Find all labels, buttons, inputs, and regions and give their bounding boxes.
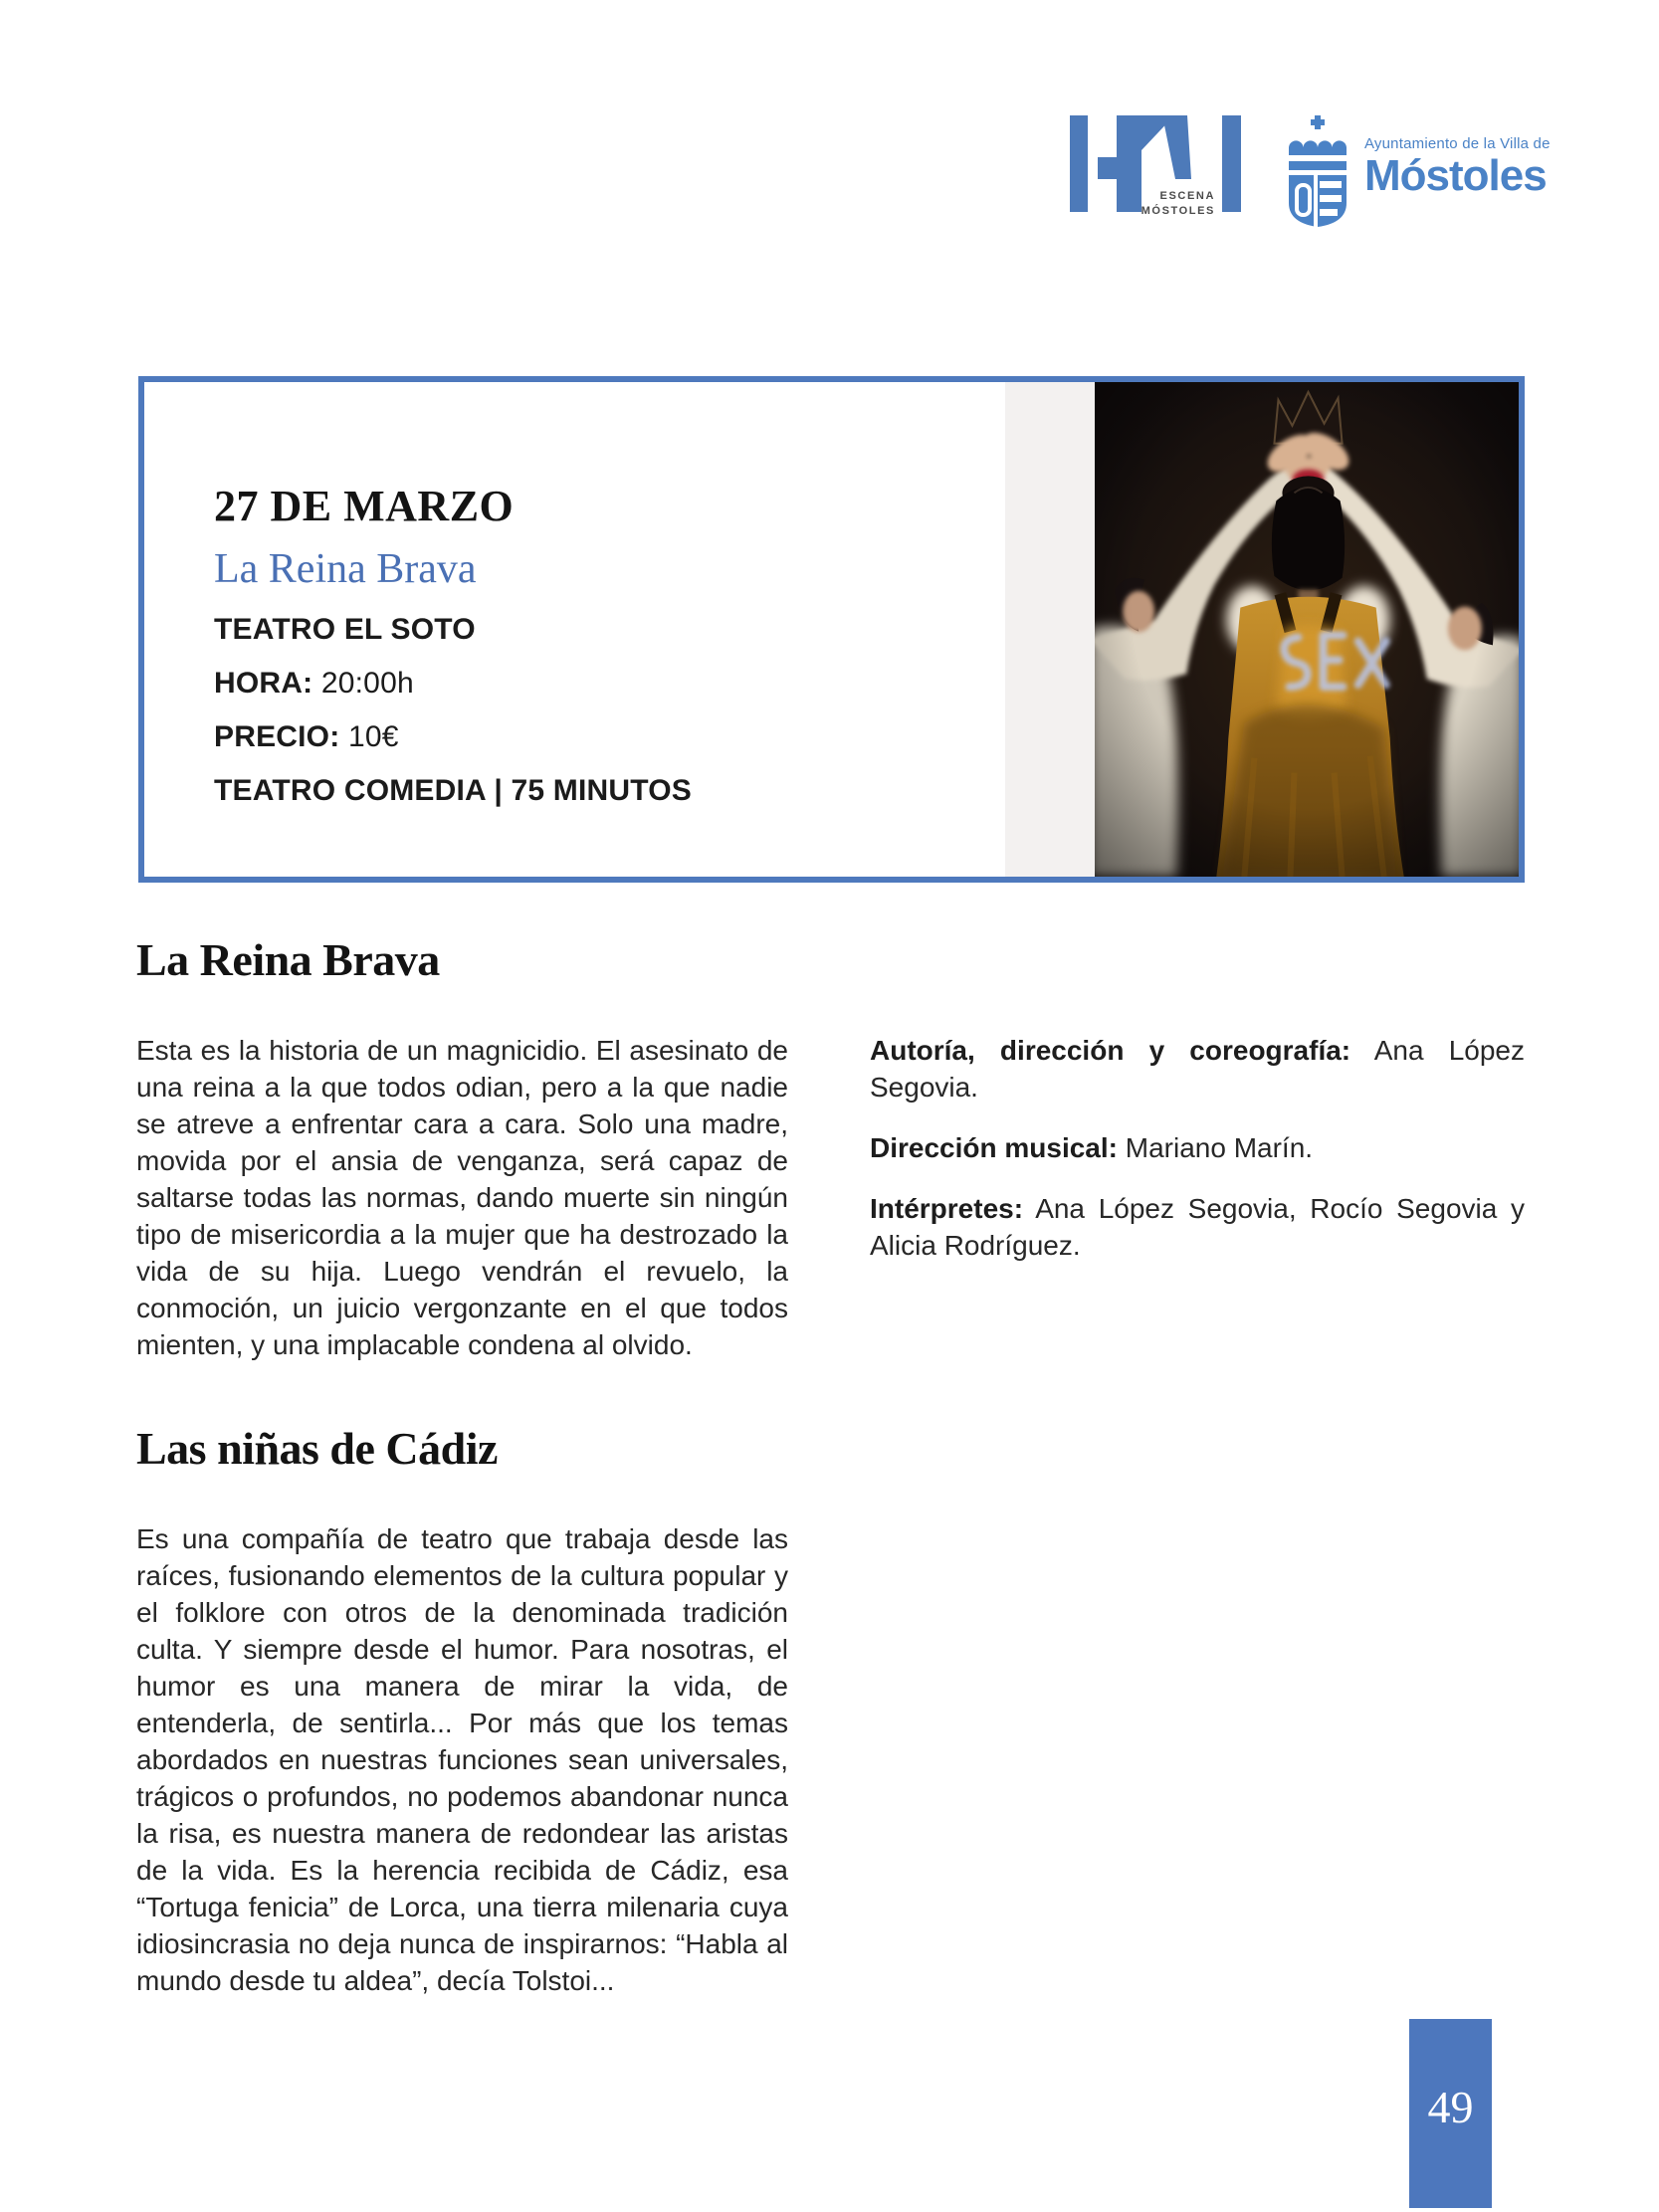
event-date: 27 DE MARZO bbox=[214, 482, 515, 530]
header-logos bbox=[1070, 115, 1551, 227]
ayuntamiento-label: Ayuntamiento de la Villa de bbox=[1364, 135, 1551, 152]
price-label: PRECIO: bbox=[214, 720, 340, 753]
event-photo-illustration bbox=[1095, 382, 1519, 877]
section-body-las-ninas-de-cadiz: Es una compañía de teatro que trabaja desde las raíces, fusionando elementos de la cultura popular y el folklore con otros de la denominada tradición culta. Y siempre desde el humor. Para nosotras, el humor es una manera de mirar la vida, de entenderla, de sentirla... Por más que los temas abordados en nuestras funciones sean universales, trágicos o profundos, no podemos abandonar nunca la risa, es nuestra manera de redondear las aristas de la vida. Es la herencia recibida de Cádiz, esa “Tortuga fenicia” de Lorca, una tierra milenaria cuya idiosincrasia no deja nunca de inspirarnos: “Habla al mundo desde tu aldea”, decía Tolstoi... bbox=[136, 1523, 788, 1996]
event-venue: TEATRO EL SOTO bbox=[214, 613, 476, 646]
event-photo bbox=[1095, 382, 1519, 877]
credits-column bbox=[870, 1032, 1525, 1288]
page-number-badge bbox=[1409, 2019, 1492, 2208]
price-value: 10€ bbox=[347, 720, 399, 753]
event-card bbox=[138, 376, 1525, 883]
credit-item-authorship bbox=[870, 1032, 1525, 1106]
event-card-info bbox=[144, 382, 1005, 877]
escena-logo-line2: MÓSTOLES bbox=[1141, 205, 1215, 217]
credit-label: Autoría, dirección y coreografía: bbox=[870, 1035, 1351, 1066]
credit-label: Dirección musical: bbox=[870, 1132, 1118, 1163]
credit-value: Ana López Segovia, Rocío Segovia y Alicia Rodríguez. bbox=[870, 1193, 1525, 1261]
credit-item-musical-direction bbox=[870, 1129, 1525, 1166]
ayuntamiento-mostoles-logo bbox=[1287, 115, 1551, 227]
ayuntamiento-logo-text bbox=[1364, 115, 1551, 198]
event-time bbox=[214, 665, 1005, 702]
section-body-la-reina-brava: Esta es la historia de un magnicidio. El asesinato de una reina a la que todos odian, pero a la que nadie se atreve a enfrentar cara a cara. Solo una madre, movida por el ansia de venganza, será capaz de saltarse todas las normas, dando muerte sin ningún tipo de misericordia a la mujer que ha destrozado la vida de su hija. Luego vendrán el revuelo, la conmoción, un juicio vergonzante en el que todos mienten, y una implacable condena al olvido. bbox=[136, 1035, 788, 1360]
event-genre-duration: TEATRO COMEDIA | 75 MINUTOS bbox=[214, 774, 692, 807]
mostoles-wordmark: Móstoles bbox=[1364, 151, 1547, 200]
section-heading-las-ninas-de-cadiz: Las niñas de Cádiz bbox=[136, 1423, 498, 1474]
section-heading-la-reina-brava: La Reina Brava bbox=[136, 934, 440, 985]
escena-logo-line1: ESCENA bbox=[1159, 190, 1215, 202]
credit-value: Mariano Marín. bbox=[1125, 1132, 1314, 1163]
event-price bbox=[214, 718, 1005, 755]
page-number: 49 bbox=[1427, 2081, 1474, 2132]
time-label: HORA: bbox=[214, 667, 313, 700]
left-text-column bbox=[136, 930, 788, 1999]
time-value: 20:00h bbox=[320, 667, 414, 700]
escena-mostoles-logo bbox=[1070, 115, 1241, 219]
credit-value: Ana López Segovia. bbox=[870, 1035, 1525, 1103]
credit-item-performers bbox=[870, 1190, 1525, 1264]
mostoles-crest-icon bbox=[1287, 115, 1348, 227]
event-title: La Reina Brava bbox=[214, 546, 477, 592]
credit-label: Intérpretes: bbox=[870, 1193, 1024, 1224]
escena-logo-text bbox=[1141, 189, 1215, 219]
card-photo-spacer bbox=[1005, 382, 1095, 877]
